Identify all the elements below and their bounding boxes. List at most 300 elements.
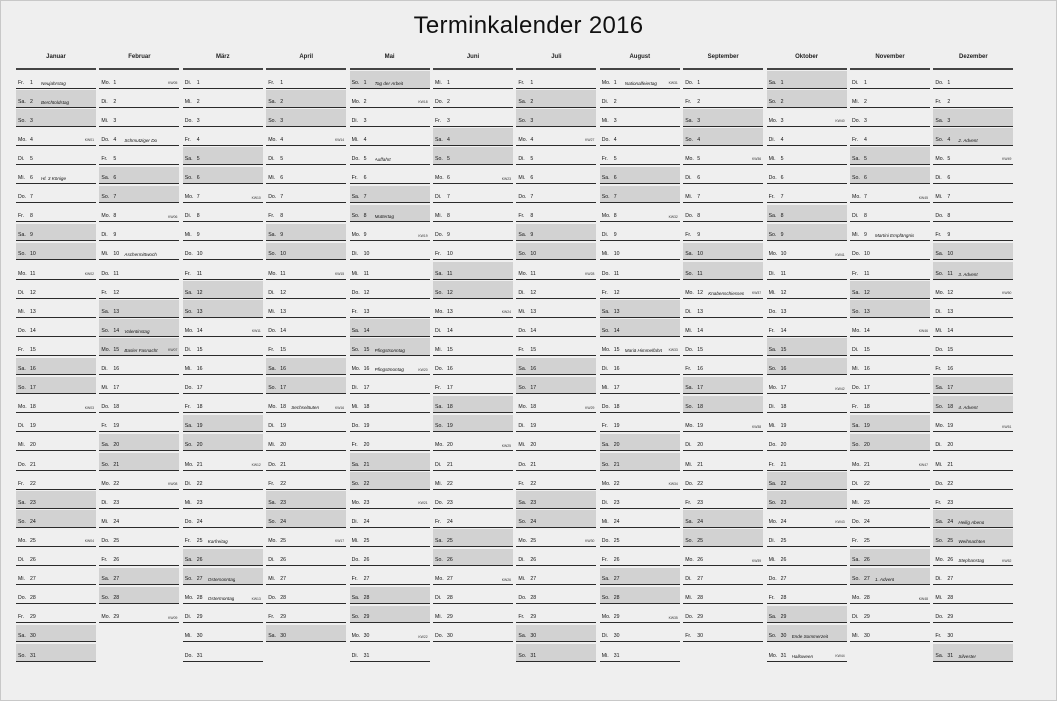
day-cell[interactable] [16,510,96,528]
day-cell[interactable] [433,147,513,165]
day-cell[interactable] [183,377,263,395]
day-cell[interactable] [516,549,596,567]
day-cell[interactable] [99,262,179,280]
day-cell[interactable] [350,128,430,146]
day-cell[interactable] [183,568,263,586]
day-cell[interactable] [266,606,346,624]
day-cell[interactable] [850,300,930,318]
day-cell[interactable] [350,549,430,567]
day-cell[interactable] [99,71,179,89]
day-cell[interactable] [767,128,847,146]
day-cell[interactable] [767,568,847,586]
day-cell[interactable] [516,71,596,89]
day-cell[interactable] [183,128,263,146]
day-cell[interactable] [16,167,96,185]
day-cell[interactable] [683,186,763,204]
day-cell[interactable] [600,224,680,242]
day-cell[interactable] [516,434,596,452]
day-cell[interactable] [933,568,1013,586]
day-cell[interactable] [850,377,930,395]
day-cell[interactable] [433,262,513,280]
day-cell[interactable] [16,472,96,490]
day-cell[interactable] [99,434,179,452]
day-cell[interactable] [683,587,763,605]
day-cell[interactable] [933,71,1013,89]
day-cell[interactable] [850,568,930,586]
day-cell[interactable] [99,128,179,146]
day-cell[interactable] [767,529,847,547]
day-cell[interactable] [850,109,930,127]
day-cell[interactable] [850,128,930,146]
day-cell[interactable] [99,109,179,127]
day-cell[interactable] [99,243,179,261]
day-cell[interactable] [433,358,513,376]
day-cell[interactable] [600,186,680,204]
day-cell[interactable] [850,358,930,376]
day-cell[interactable] [600,606,680,624]
day-cell[interactable] [600,90,680,108]
day-cell[interactable] [683,549,763,567]
day-cell[interactable] [683,128,763,146]
day-cell[interactable] [350,415,430,433]
day-cell[interactable] [266,491,346,509]
day-cell[interactable] [99,167,179,185]
day-cell[interactable] [683,205,763,223]
day-cell[interactable] [350,167,430,185]
day-cell[interactable] [183,109,263,127]
day-cell[interactable] [767,358,847,376]
day-cell[interactable] [183,510,263,528]
day-cell[interactable] [600,319,680,337]
day-cell[interactable] [350,147,430,165]
day-cell[interactable] [350,491,430,509]
day-cell[interactable] [516,568,596,586]
day-cell[interactable] [767,549,847,567]
day-cell[interactable] [767,625,847,643]
day-cell[interactable] [683,71,763,89]
day-cell[interactable] [600,358,680,376]
day-cell[interactable] [933,319,1013,337]
day-cell[interactable] [516,186,596,204]
day-cell[interactable] [16,205,96,223]
day-cell[interactable] [600,510,680,528]
day-cell[interactable] [266,300,346,318]
day-cell[interactable] [16,568,96,586]
day-cell[interactable] [266,396,346,414]
day-cell[interactable] [516,147,596,165]
day-cell[interactable] [933,205,1013,223]
day-cell[interactable] [600,434,680,452]
day-cell[interactable] [433,587,513,605]
day-cell[interactable] [16,491,96,509]
day-cell[interactable] [683,434,763,452]
day-cell[interactable] [350,186,430,204]
day-cell[interactable] [767,453,847,471]
day-cell[interactable] [350,434,430,452]
day-cell[interactable] [99,358,179,376]
day-cell[interactable] [683,625,763,643]
day-cell[interactable] [933,377,1013,395]
day-cell[interactable] [99,415,179,433]
day-cell[interactable] [516,319,596,337]
day-cell[interactable] [850,71,930,89]
day-cell[interactable] [600,338,680,356]
day-cell[interactable] [433,377,513,395]
day-cell[interactable] [767,606,847,624]
day-cell[interactable] [350,109,430,127]
day-cell[interactable] [683,529,763,547]
day-cell[interactable] [933,644,1013,662]
day-cell[interactable] [600,587,680,605]
day-cell[interactable] [850,625,930,643]
day-cell[interactable] [767,186,847,204]
day-cell[interactable] [516,358,596,376]
day-cell[interactable] [683,453,763,471]
day-cell[interactable] [183,205,263,223]
day-cell[interactable] [266,377,346,395]
day-cell[interactable] [516,453,596,471]
day-cell[interactable] [600,71,680,89]
day-cell[interactable] [433,453,513,471]
day-cell[interactable] [600,453,680,471]
day-cell[interactable] [183,415,263,433]
day-cell[interactable] [350,625,430,643]
day-cell[interactable] [433,491,513,509]
day-cell[interactable] [16,434,96,452]
day-cell[interactable] [99,549,179,567]
day-cell[interactable] [433,243,513,261]
day-cell[interactable] [16,529,96,547]
day-cell[interactable] [933,262,1013,280]
day-cell[interactable] [266,625,346,643]
day-cell[interactable] [266,510,346,528]
day-cell[interactable] [16,147,96,165]
day-cell[interactable] [933,128,1013,146]
day-cell[interactable] [266,186,346,204]
day-cell[interactable] [850,549,930,567]
day-cell[interactable] [767,109,847,127]
day-cell[interactable] [350,300,430,318]
day-cell[interactable] [99,453,179,471]
day-cell[interactable] [516,396,596,414]
day-cell[interactable] [933,491,1013,509]
day-cell[interactable] [683,415,763,433]
day-cell[interactable] [516,281,596,299]
day-cell[interactable] [433,224,513,242]
day-cell[interactable] [767,167,847,185]
day-cell[interactable] [16,300,96,318]
day-cell[interactable] [433,167,513,185]
day-cell[interactable] [183,491,263,509]
day-cell[interactable] [516,491,596,509]
day-cell[interactable] [933,186,1013,204]
day-cell[interactable] [683,319,763,337]
day-cell[interactable] [99,377,179,395]
day-cell[interactable] [433,71,513,89]
day-cell[interactable] [433,319,513,337]
day-cell[interactable] [683,147,763,165]
day-cell[interactable] [933,625,1013,643]
day-cell[interactable] [266,90,346,108]
day-cell[interactable] [850,472,930,490]
day-cell[interactable] [850,167,930,185]
day-cell[interactable] [850,587,930,605]
day-cell[interactable] [433,472,513,490]
day-cell[interactable] [933,549,1013,567]
day-cell[interactable] [516,415,596,433]
day-cell[interactable] [433,109,513,127]
day-cell[interactable] [183,529,263,547]
day-cell[interactable] [16,415,96,433]
day-cell[interactable] [850,434,930,452]
day-cell[interactable] [767,472,847,490]
day-cell[interactable] [516,377,596,395]
day-cell[interactable] [933,338,1013,356]
day-cell[interactable] [266,167,346,185]
day-cell[interactable] [16,338,96,356]
day-cell[interactable] [183,262,263,280]
day-cell[interactable] [516,472,596,490]
day-cell[interactable] [850,396,930,414]
day-cell[interactable] [850,529,930,547]
day-cell[interactable] [433,625,513,643]
day-cell[interactable] [16,396,96,414]
day-cell[interactable] [350,224,430,242]
day-cell[interactable] [183,71,263,89]
day-cell[interactable] [433,434,513,452]
day-cell[interactable] [767,510,847,528]
day-cell[interactable] [516,205,596,223]
day-cell[interactable] [433,281,513,299]
day-cell[interactable] [600,128,680,146]
day-cell[interactable] [266,319,346,337]
day-cell[interactable] [683,281,763,299]
day-cell[interactable] [350,319,430,337]
day-cell[interactable] [683,568,763,586]
day-cell[interactable] [933,529,1013,547]
day-cell[interactable] [266,472,346,490]
day-cell[interactable] [183,587,263,605]
day-cell[interactable] [933,281,1013,299]
day-cell[interactable] [16,377,96,395]
day-cell[interactable] [516,243,596,261]
day-cell[interactable] [767,147,847,165]
day-cell[interactable] [850,415,930,433]
day-cell[interactable] [266,224,346,242]
day-cell[interactable] [99,587,179,605]
day-cell[interactable] [350,338,430,356]
day-cell[interactable] [600,472,680,490]
day-cell[interactable] [516,262,596,280]
day-cell[interactable] [600,396,680,414]
day-cell[interactable] [266,243,346,261]
day-cell[interactable] [183,167,263,185]
day-cell[interactable] [350,606,430,624]
day-cell[interactable] [99,491,179,509]
day-cell[interactable] [933,90,1013,108]
day-cell[interactable] [16,625,96,643]
day-cell[interactable] [683,606,763,624]
day-cell[interactable] [516,224,596,242]
day-cell[interactable] [183,186,263,204]
day-cell[interactable] [183,338,263,356]
day-cell[interactable] [933,415,1013,433]
day-cell[interactable] [183,281,263,299]
day-cell[interactable] [516,90,596,108]
day-cell[interactable] [516,606,596,624]
day-cell[interactable] [850,338,930,356]
day-cell[interactable] [850,510,930,528]
day-cell[interactable] [600,549,680,567]
day-cell[interactable] [16,262,96,280]
day-cell[interactable] [683,224,763,242]
day-cell[interactable] [433,568,513,586]
day-cell[interactable] [933,224,1013,242]
day-cell[interactable] [350,396,430,414]
day-cell[interactable] [767,300,847,318]
day-cell[interactable] [16,243,96,261]
day-cell[interactable] [183,396,263,414]
day-cell[interactable] [350,205,430,223]
day-cell[interactable] [767,415,847,433]
day-cell[interactable] [350,453,430,471]
day-cell[interactable] [767,262,847,280]
day-cell[interactable] [266,71,346,89]
day-cell[interactable] [933,606,1013,624]
day-cell[interactable] [850,224,930,242]
day-cell[interactable] [933,434,1013,452]
day-cell[interactable] [350,243,430,261]
day-cell[interactable] [266,128,346,146]
day-cell[interactable] [767,71,847,89]
day-cell[interactable] [516,300,596,318]
day-cell[interactable] [850,147,930,165]
day-cell[interactable] [933,453,1013,471]
day-cell[interactable] [933,167,1013,185]
day-cell[interactable] [933,587,1013,605]
day-cell[interactable] [16,453,96,471]
day-cell[interactable] [350,377,430,395]
day-cell[interactable] [933,510,1013,528]
day-cell[interactable] [266,205,346,223]
day-cell[interactable] [683,243,763,261]
day-cell[interactable] [516,109,596,127]
day-cell[interactable] [516,587,596,605]
day-cell[interactable] [767,281,847,299]
day-cell[interactable] [767,434,847,452]
day-cell[interactable] [99,510,179,528]
day-cell[interactable] [99,396,179,414]
day-cell[interactable] [99,338,179,356]
day-cell[interactable] [516,338,596,356]
day-cell[interactable] [767,338,847,356]
day-cell[interactable] [99,147,179,165]
day-cell[interactable] [433,549,513,567]
day-cell[interactable] [183,300,263,318]
day-cell[interactable] [850,186,930,204]
day-cell[interactable] [933,396,1013,414]
day-cell[interactable] [99,205,179,223]
day-cell[interactable] [433,606,513,624]
day-cell[interactable] [600,568,680,586]
day-cell[interactable] [350,358,430,376]
day-cell[interactable] [183,434,263,452]
day-cell[interactable] [683,510,763,528]
day-cell[interactable] [600,644,680,662]
day-cell[interactable] [350,90,430,108]
day-cell[interactable] [933,109,1013,127]
day-cell[interactable] [683,90,763,108]
day-cell[interactable] [850,281,930,299]
day-cell[interactable] [183,147,263,165]
day-cell[interactable] [266,549,346,567]
day-cell[interactable] [266,587,346,605]
day-cell[interactable] [99,281,179,299]
day-cell[interactable] [433,396,513,414]
day-cell[interactable] [767,319,847,337]
day-cell[interactable] [99,224,179,242]
day-cell[interactable] [266,568,346,586]
day-cell[interactable] [183,319,263,337]
day-cell[interactable] [350,644,430,662]
day-cell[interactable] [850,205,930,223]
day-cell[interactable] [767,224,847,242]
day-cell[interactable] [433,300,513,318]
day-cell[interactable] [350,472,430,490]
day-cell[interactable] [767,205,847,223]
day-cell[interactable] [600,243,680,261]
day-cell[interactable] [266,358,346,376]
day-cell[interactable] [683,167,763,185]
day-cell[interactable] [767,491,847,509]
day-cell[interactable] [516,510,596,528]
day-cell[interactable] [16,224,96,242]
day-cell[interactable] [516,644,596,662]
day-cell[interactable] [183,606,263,624]
day-cell[interactable] [850,262,930,280]
day-cell[interactable] [99,319,179,337]
day-cell[interactable] [850,243,930,261]
day-cell[interactable] [767,377,847,395]
day-cell[interactable] [767,644,847,662]
day-cell[interactable] [16,128,96,146]
day-cell[interactable] [16,186,96,204]
day-cell[interactable] [433,128,513,146]
day-cell[interactable] [767,90,847,108]
day-cell[interactable] [600,377,680,395]
day-cell[interactable] [683,377,763,395]
day-cell[interactable] [683,472,763,490]
day-cell[interactable] [266,109,346,127]
day-cell[interactable] [516,529,596,547]
day-cell[interactable] [933,147,1013,165]
day-cell[interactable] [600,415,680,433]
day-cell[interactable] [433,338,513,356]
day-cell[interactable] [183,644,263,662]
day-cell[interactable] [350,262,430,280]
day-cell[interactable] [600,205,680,223]
day-cell[interactable] [16,109,96,127]
day-cell[interactable] [683,262,763,280]
day-cell[interactable] [433,510,513,528]
day-cell[interactable] [183,472,263,490]
day-cell[interactable] [266,262,346,280]
day-cell[interactable] [16,644,96,662]
day-cell[interactable] [850,453,930,471]
day-cell[interactable] [266,453,346,471]
day-cell[interactable] [350,529,430,547]
day-cell[interactable] [266,281,346,299]
